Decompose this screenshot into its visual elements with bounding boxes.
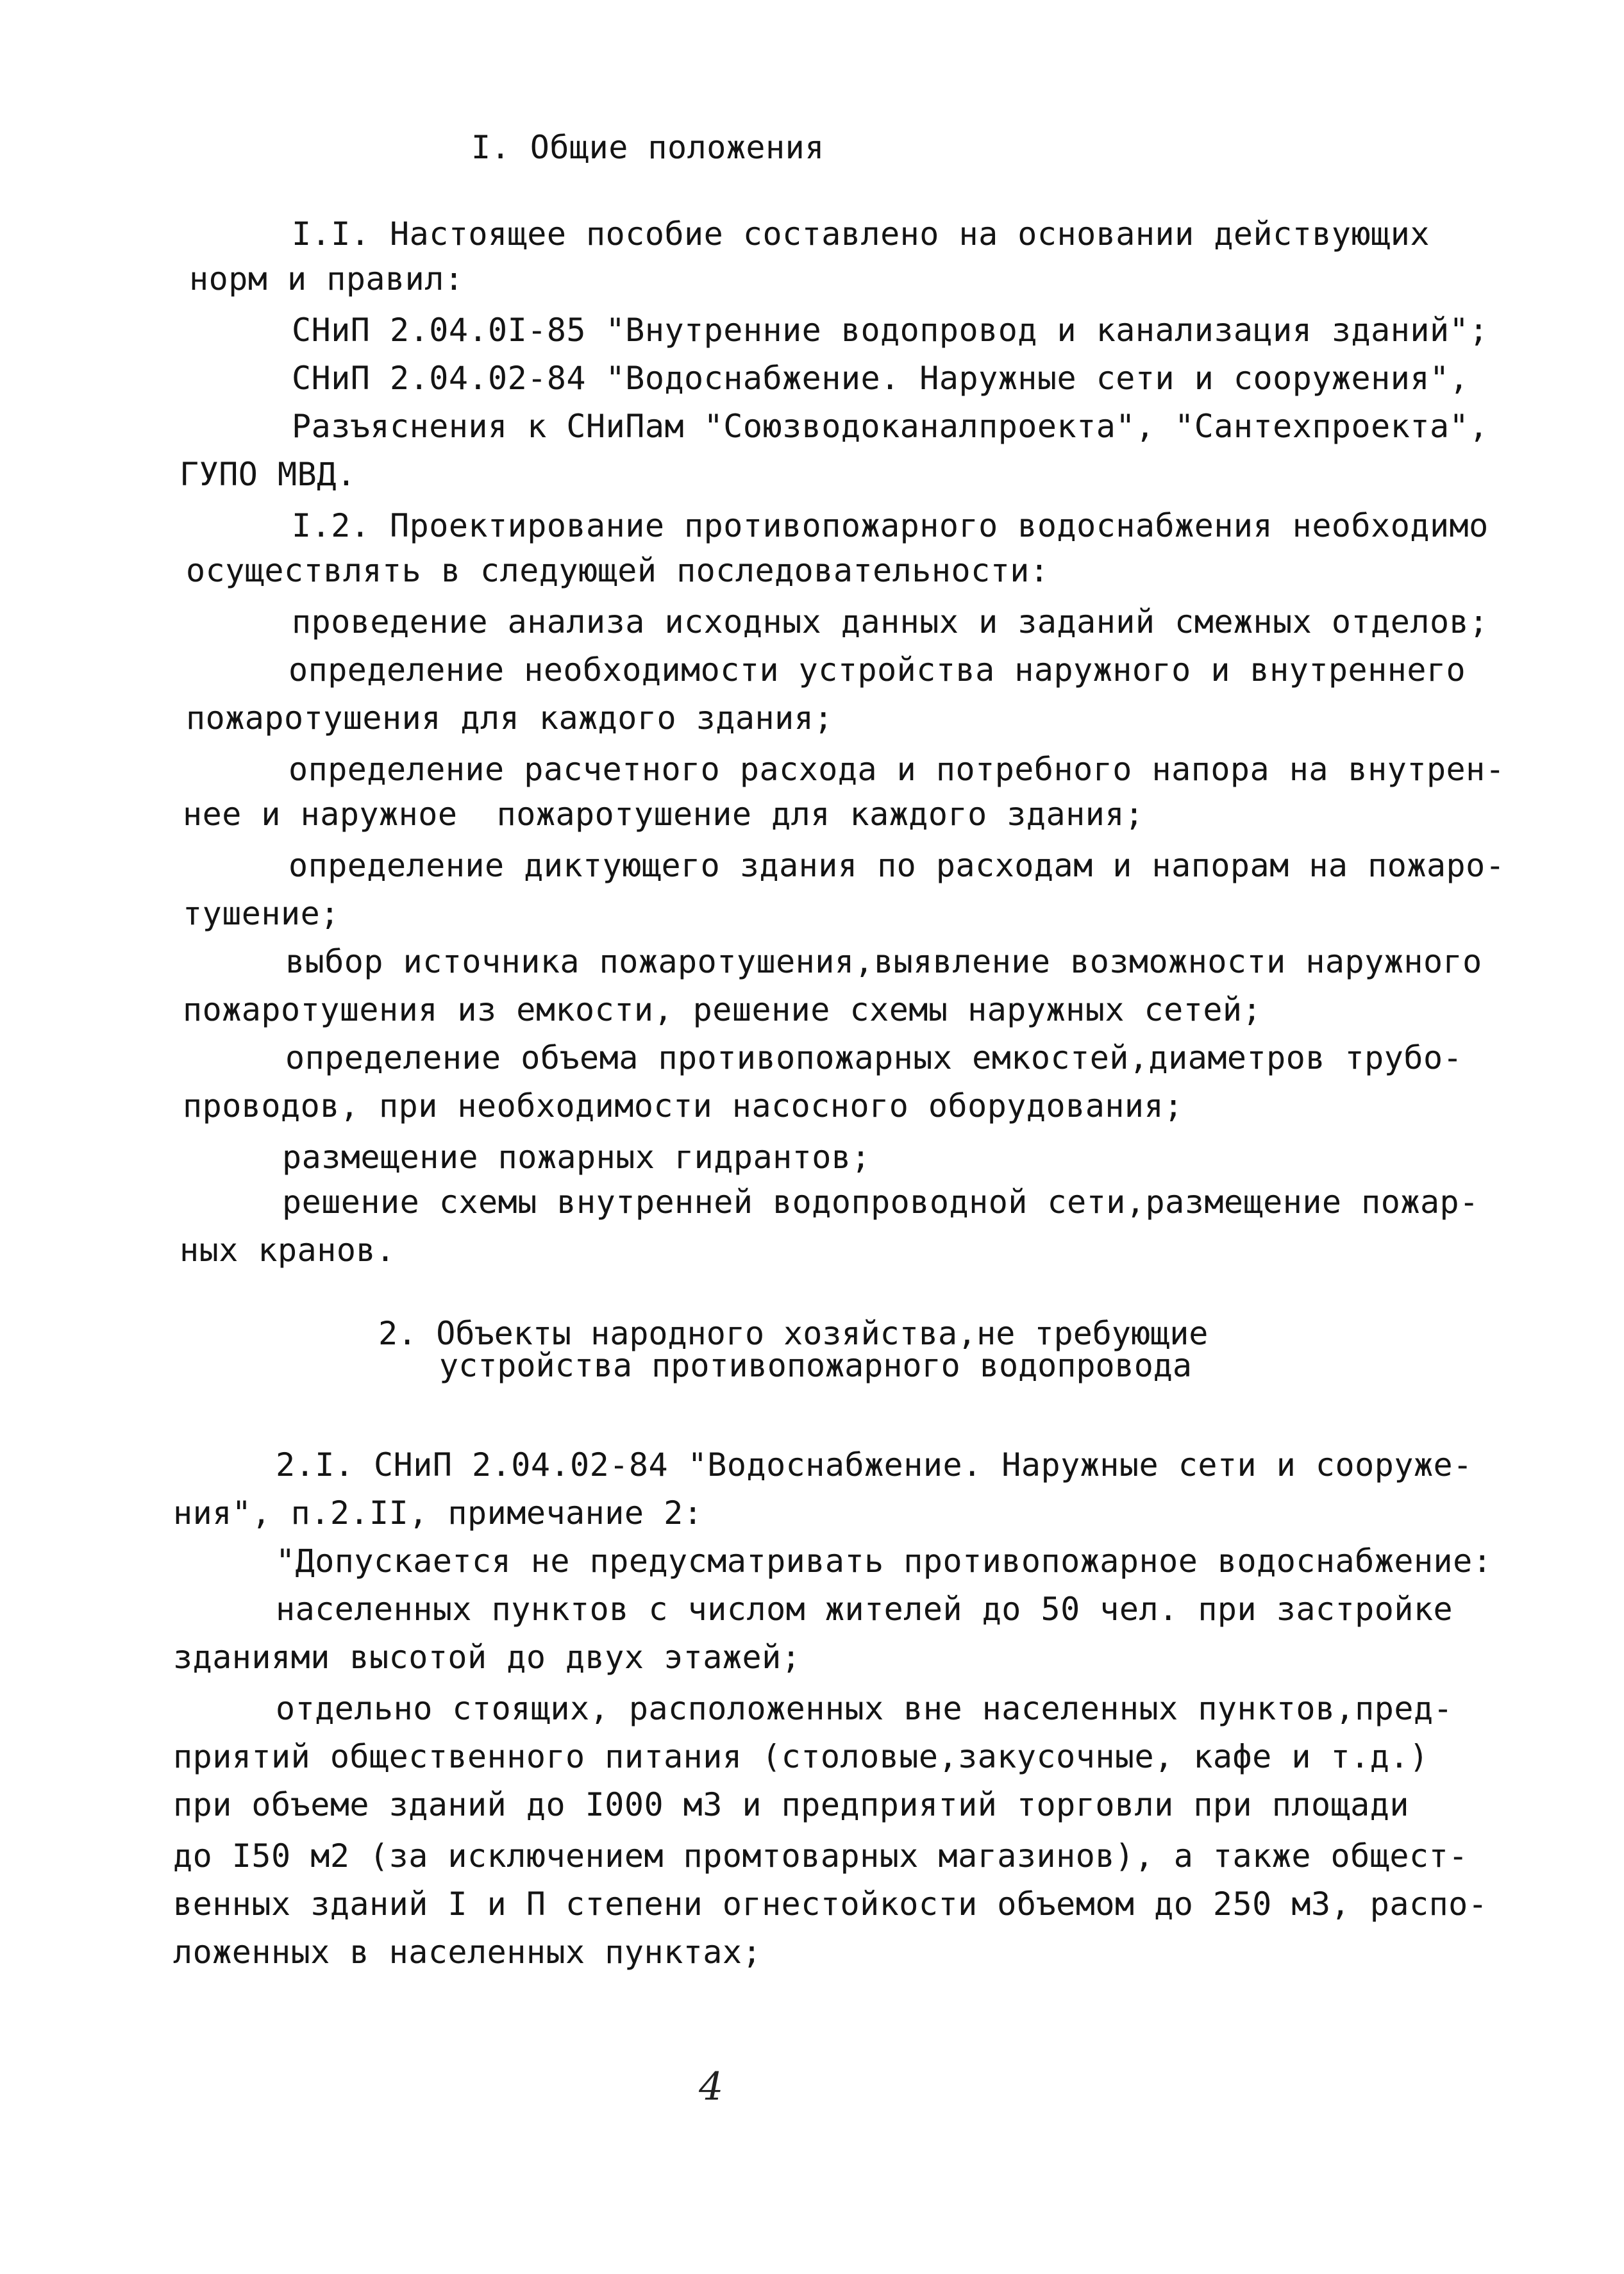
page-number: 4 xyxy=(699,2064,724,2109)
paragraph-1-2-line: определение расчетного расхода и потребного напора на внутрен- xyxy=(289,751,1505,788)
paragraph-1-1-line: СНиП 2.04.0I-85 "Внутренние водопровод и канализация зданий"; xyxy=(292,312,1489,349)
paragraph-2-1-line: "Допускается не предусматривать противопожарное водоснабжение: xyxy=(276,1542,1493,1580)
paragraph-1-1-line: норм и правил: xyxy=(189,260,464,297)
paragraph-1-2-line: ных кранов. xyxy=(180,1232,396,1269)
paragraph-1-1-line: СНиП 2.04.02-84 "Водоснабжение. Наружные сети и сооружения", xyxy=(292,360,1469,397)
paragraph-1-2-line: пожаротушения для каждого здания; xyxy=(186,699,833,737)
paragraph-2-1-line: зданиями высотой до двух этажей; xyxy=(173,1639,801,1676)
paragraph-1-2-line: определение диктующего здания по расходам и напорам на пожаро- xyxy=(289,847,1505,884)
paragraph-1-2-line: пожаротушения из емкости, решение схемы наружных сетей; xyxy=(183,991,1262,1028)
paragraph-1-2-line: размещение пожарных гидрантов; xyxy=(282,1139,871,1176)
paragraph-1-1-line: ГУПО МВД. xyxy=(180,456,356,493)
paragraph-1-2-line: определение необходимости устройства наружного и внутреннего xyxy=(289,651,1466,689)
paragraph-1-1-line: I.I. Настоящее пособие составлено на основании действующих xyxy=(292,215,1430,253)
paragraph-1-2-line: решение схемы внутренней водопроводной сети,размещение пожар- xyxy=(282,1183,1479,1221)
paragraph-1-1-line: Разъяснения к СНиПам "Союзводоканалпроекта", "Сантехпроекта", xyxy=(292,408,1489,445)
paragraph-2-1-line: ния", п.2.II, примечание 2: xyxy=(173,1494,703,1532)
paragraph-2-1-line: 2.I. СНиП 2.04.02-84 "Водоснабжение. Наружные сети и сооруже- xyxy=(276,1446,1473,1484)
paragraph-2-1-line: ложенных в населенных пунктах; xyxy=(173,1934,762,1971)
paragraph-2-1-line: до I50 м2 (за исключением промтоварных магазинов), а также общест- xyxy=(173,1837,1468,1875)
paragraph-1-2-line: выбор источника пожаротушения,выявление возможности наружного xyxy=(285,943,1482,980)
paragraph-1-2-line: определение объема противопожарных емкостей,диаметров трубо- xyxy=(285,1039,1463,1076)
paragraph-2-1-line: отдельно стоящих, расположенных вне населенных пунктов,пред- xyxy=(276,1690,1453,1727)
paragraph-1-2-line: тушение; xyxy=(183,895,340,932)
section-1-heading: I. Общие положения xyxy=(471,129,825,166)
section-2-heading-line: устройства противопожарного водопровода xyxy=(439,1347,1192,1384)
paragraph-1-2-line: проводов, при необходимости насосного оборудования; xyxy=(183,1087,1184,1124)
paragraph-1-2-line: нее и наружное пожаротушение для каждого здания; xyxy=(183,796,1144,833)
paragraph-1-2-line: проведение анализа исходных данных и заданий смежных отделов; xyxy=(292,603,1489,640)
paragraph-2-1-line: населенных пунктов с числом жителей до 50 чел. при застройке xyxy=(276,1591,1453,1628)
paragraph-1-2-line: осуществлять в следующей последовательности: xyxy=(186,552,1050,589)
section-2-heading-line: 2. Объекты народного хозяйства,не требующие xyxy=(378,1315,1209,1352)
paragraph-2-1-line: при объеме зданий до I000 м3 и предприятий торговли при площади xyxy=(173,1786,1409,1823)
paragraph-2-1-line: приятий общественного питания (столовые,закусочные, кафе и т.д.) xyxy=(173,1738,1429,1775)
paragraph-1-2-line: I.2. Проектирование противопожарного водоснабжения необходимо xyxy=(292,507,1489,544)
paragraph-2-1-line: венных зданий I и П степени огнестойкости объемом до 250 м3, распо- xyxy=(173,1885,1488,1923)
